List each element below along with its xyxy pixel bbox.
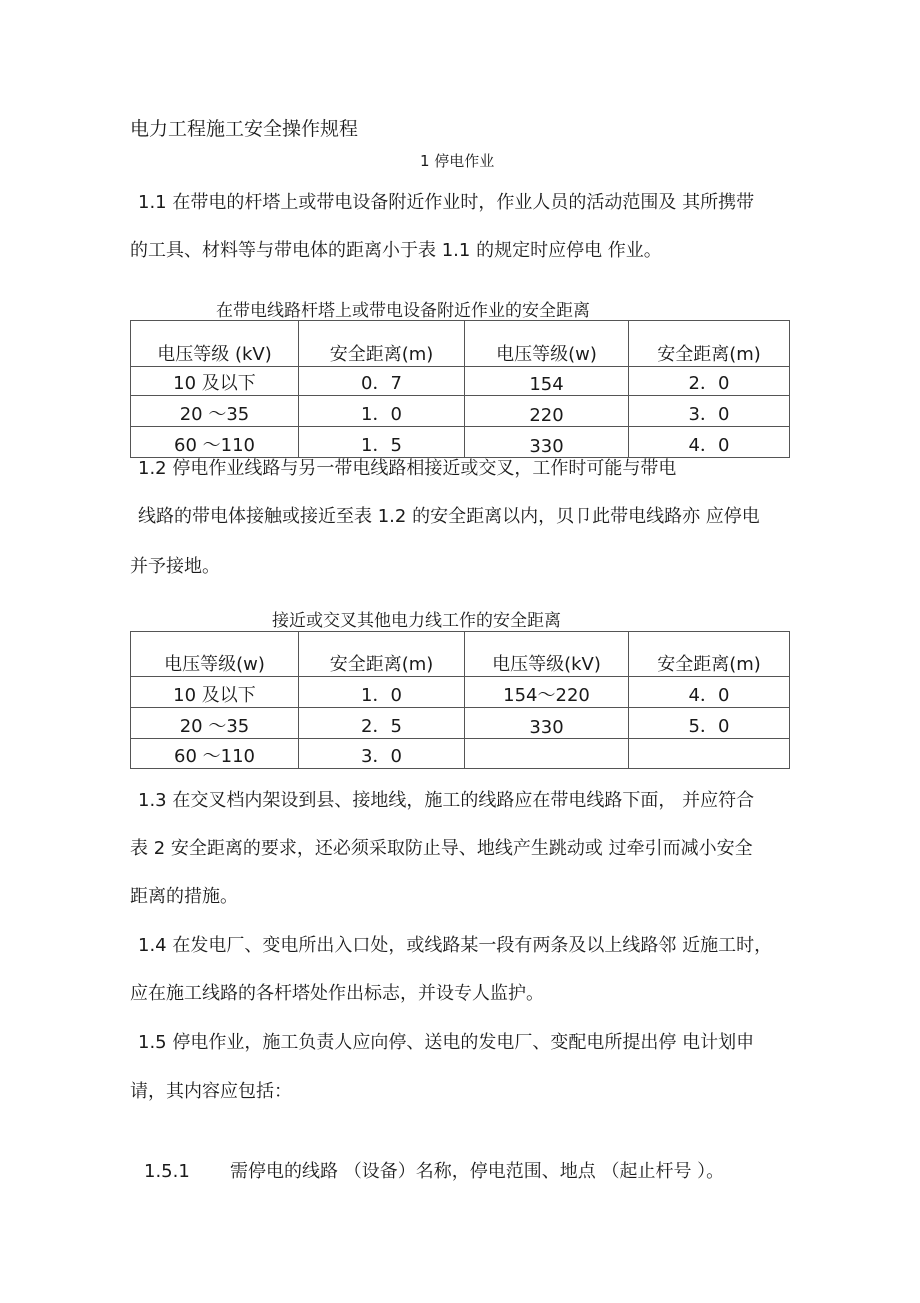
paragraph-1-3-line-3: 距离的措施。 <box>130 886 238 907</box>
paragraph-1-3-line-1: 1.3 在交叉档内架设到县、接地线，施工的线路应在带电线路下面， 并应符合 <box>138 790 755 811</box>
paragraph-1-2-line-3: 并予接地。 <box>130 556 220 577</box>
table-cell: 0．7 <box>299 367 465 396</box>
paragraph-1-1-line-2: 的工具、材料等与带电体的距离小于表 1.1 的规定时应停电 作业。 <box>130 240 662 261</box>
table-cell: 10 及以下 <box>131 677 299 708</box>
table-cell: 2．0 <box>629 367 790 396</box>
table-row <box>131 677 790 708</box>
table-row <box>131 396 790 427</box>
table-cell <box>465 739 629 769</box>
table-cell: 5．0 <box>629 708 790 739</box>
table-cell: 330 <box>465 708 629 739</box>
paragraph-1-2-line-1: 1.2 停电作业线路与另一带电线路相接近或交叉，工作时可能与带电 <box>138 458 677 479</box>
table-cell: 60 ～110 <box>131 739 299 769</box>
table-cell: 20 ～35 <box>131 396 299 427</box>
safety-distance-table-2 <box>130 631 790 769</box>
table-cell: 154～220 <box>465 677 629 708</box>
header-cell: 电压等级(w) <box>131 632 299 677</box>
header-cell: 电压等级(w) <box>465 321 629 367</box>
table-cell: 1．5 <box>299 427 465 458</box>
header-cell: 安全距离(m) <box>629 321 790 367</box>
table-cell <box>629 739 790 769</box>
paragraph-1-5-line-1: 1.5 停电作业，施工负责人应向停、送电的发电厂、变配电所提出停 电计划申 <box>138 1032 755 1053</box>
subsection-number: 1.5.1 <box>144 1161 190 1182</box>
table-cell: 1．0 <box>299 677 465 708</box>
table-header-row <box>131 632 790 677</box>
table-cell: 3．0 <box>629 396 790 427</box>
table-row <box>131 427 790 458</box>
table-cell: 4．0 <box>629 427 790 458</box>
table-2-caption: 接近或交叉其他电力线工作的安全距离 <box>272 611 561 631</box>
paragraph-1-2-line-2: 线路的带电体接触或接近至表 1.2 的安全距离以内，贝卩此带电线路亦 应停电 <box>138 506 760 527</box>
table-row <box>131 739 790 769</box>
paragraph-1-1-line-1: 1.1 在带电的杆塔上或带电设备附近作业时，作业人员的活动范围及 其所携带 <box>138 192 755 213</box>
paragraph-1-4-line-1: 1.4 在发电厂、变电所出入口处，或线路某一段有两条及以上线路邻 近施工时， <box>138 935 773 956</box>
table-cell: 220 <box>465 396 629 427</box>
header-cell: 电压等级(kV) <box>465 632 629 677</box>
header-cell: 安全距离(m) <box>299 632 465 677</box>
table-cell: 330 <box>465 427 629 458</box>
table-cell: 2．5 <box>299 708 465 739</box>
header-cell: 电压等级 (kV) <box>131 321 299 367</box>
paragraph-1-3-line-2: 表 2 安全距离的要求，还必须采取防止导、地线产生跳动或 过牵引而减小安全 <box>130 838 753 859</box>
document-title: 电力工程施工安全操作规程 <box>130 118 359 140</box>
table-row <box>131 708 790 739</box>
paragraph-1-4-line-2: 应在施工线路的各杆塔处作出标志，并设专人监护。 <box>130 983 544 1004</box>
table-1-caption: 在带电线路杆塔上或带电设备附近作业的安全距离 <box>216 301 590 321</box>
table-row <box>131 367 790 396</box>
table-cell: 4．0 <box>629 677 790 708</box>
section-heading: 1 停电作业 <box>420 152 495 170</box>
subsection-1-5-1 <box>144 1157 724 1183</box>
table-cell: 1．0 <box>299 396 465 427</box>
table-cell: 60 ～110 <box>131 427 299 458</box>
table-cell: 3．0 <box>299 739 465 769</box>
header-cell: 安全距离(m) <box>629 632 790 677</box>
paragraph-1-5-line-2: 请，其内容应包括： <box>130 1081 292 1102</box>
safety-distance-table-1 <box>130 320 790 458</box>
header-cell: 安全距离(m) <box>299 321 465 367</box>
table-cell: 20 ～35 <box>131 708 299 739</box>
subsection-text: 需停电的线路 （设备）名称，停电范围、地点 （起止杆号 ）。 <box>230 1161 725 1182</box>
table-header-row <box>131 321 790 367</box>
table-cell: 154 <box>465 367 629 396</box>
table-cell: 10 及以下 <box>131 367 299 396</box>
